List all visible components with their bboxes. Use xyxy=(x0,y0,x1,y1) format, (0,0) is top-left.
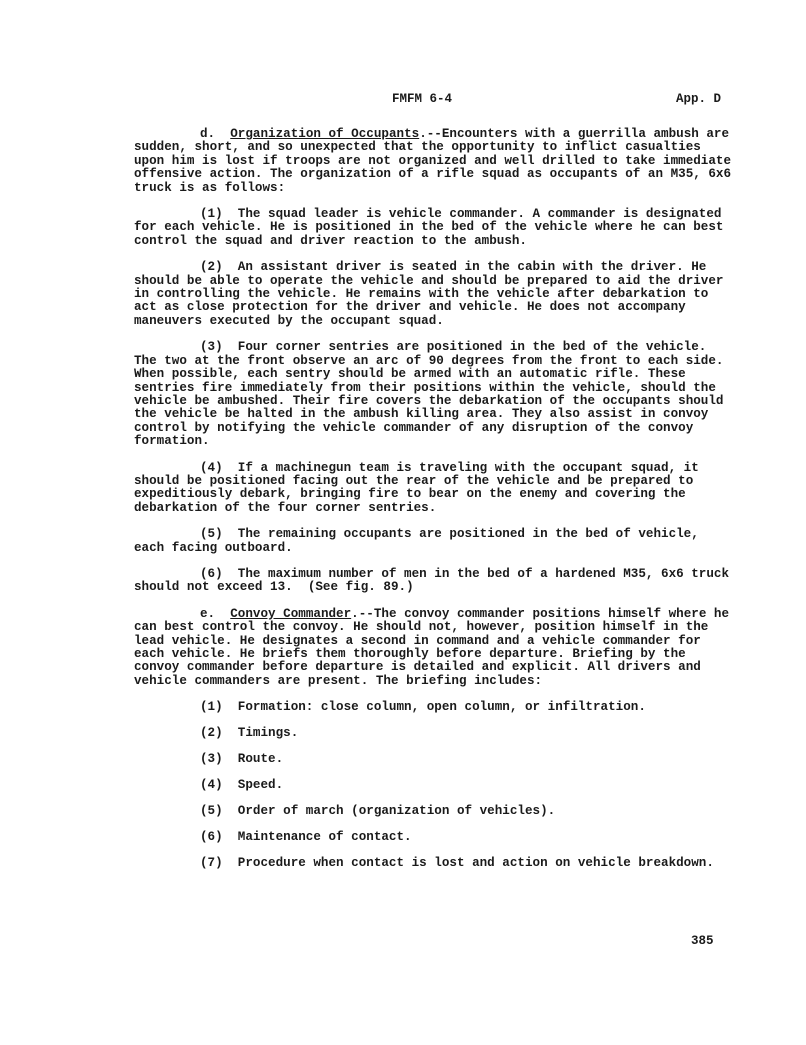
briefing-item-6: (6) Maintenance of contact. xyxy=(200,829,412,844)
section-d-item-5: (5) The remaining occupants are positioned in the bed of vehicle, each facing outboard. xyxy=(134,527,707,555)
section-d-marker: d. xyxy=(200,127,216,141)
section-d-paragraph xyxy=(134,127,739,195)
section-e-title: Convoy Commander xyxy=(230,606,352,621)
section-d-item-1: (1) The squad leader is vehicle commander. A commander is designated for each vehicle. He is positioned in the bed of the vehicle where he can best control the squad and driver reaction to the ambush. xyxy=(134,207,732,248)
briefing-item-7: (7) Procedure when contact is lost and action on vehicle breakdown. xyxy=(200,855,714,870)
section-d-title: Organization of Occupants xyxy=(230,127,420,141)
document-body xyxy=(134,127,739,870)
section-d-item-6: (6) The maximum number of men in the bed of a hardened M35, 6x6 truck should not exceed 13. (See fig. 89.) xyxy=(134,566,737,595)
page-number: 385 xyxy=(691,934,714,948)
document-id-header: FMFM 6-4 xyxy=(392,92,453,106)
section-e-marker: e. xyxy=(200,606,216,621)
section-e-paragraph xyxy=(134,606,737,688)
briefing-item-1: (1) Formation: close column, open column, or infiltration. xyxy=(200,700,646,715)
appendix-header: App. D xyxy=(676,92,722,106)
section-d-item-4: (4) If a machinegun team is traveling with the occupant squad, it should be positioned facing out the rear of the vehicle and be prepared to expeditiously debark, bringing fire to bear on the enemy and covering the debarkation of the four corner sentries. xyxy=(134,460,707,515)
section-d-text: .--Encounters with a guerrilla ambush are sudden, short, and so unexpected that the opportunity to inflict casualties upon him is lost if troops are not organized and well drilled to take immediate offensive action. The organization of a rifle squad as occupants of an M35, 6x6 truck is as follows: xyxy=(134,127,739,195)
section-e-text: .--The convoy commander positions himself where he can best control the convoy. He should not, however, position himself in the lead vehicle. He designates a second in command and a vehicle commander for each vehicle. He briefs them thoroughly before departure. Briefing by the convoy commander before departure is detailed and explicit. All drivers and vehicle commanders are present. The briefing includes: xyxy=(134,606,737,688)
briefing-item-3: (3) Route. xyxy=(200,752,284,767)
briefing-item-4: (4) Speed. xyxy=(200,777,284,792)
section-d-item-2: (2) An assistant driver is seated in the cabin with the driver. He should be able to operate the vehicle and should be prepared to aid the driver in controlling the vehicle. He remains with the vehicle after debarkation to act as close protection for the driver and vehicle. He does not accompany maneuvers executed by the occupant squad. xyxy=(134,260,732,328)
briefing-item-5: (5) Order of march (organization of vehicles). xyxy=(200,803,556,818)
section-d-item-3: (3) Four corner sentries are positioned in the bed of the vehicle. The two at the front observe an arc of 90 degrees from the front to each side. When possible, each sentry should be armed with an automatic rifle. These sentries fire immediately from their positions within the vehicle, should the vehicle be ambushed. Their fire covers the debarkation of the occupants should the vehicle be halted in the ambush killing area. They also assist in convoy control by notifying the vehicle commander of any disruption of the convoy formation. xyxy=(134,340,732,449)
briefing-item-2: (2) Timings. xyxy=(200,726,299,741)
